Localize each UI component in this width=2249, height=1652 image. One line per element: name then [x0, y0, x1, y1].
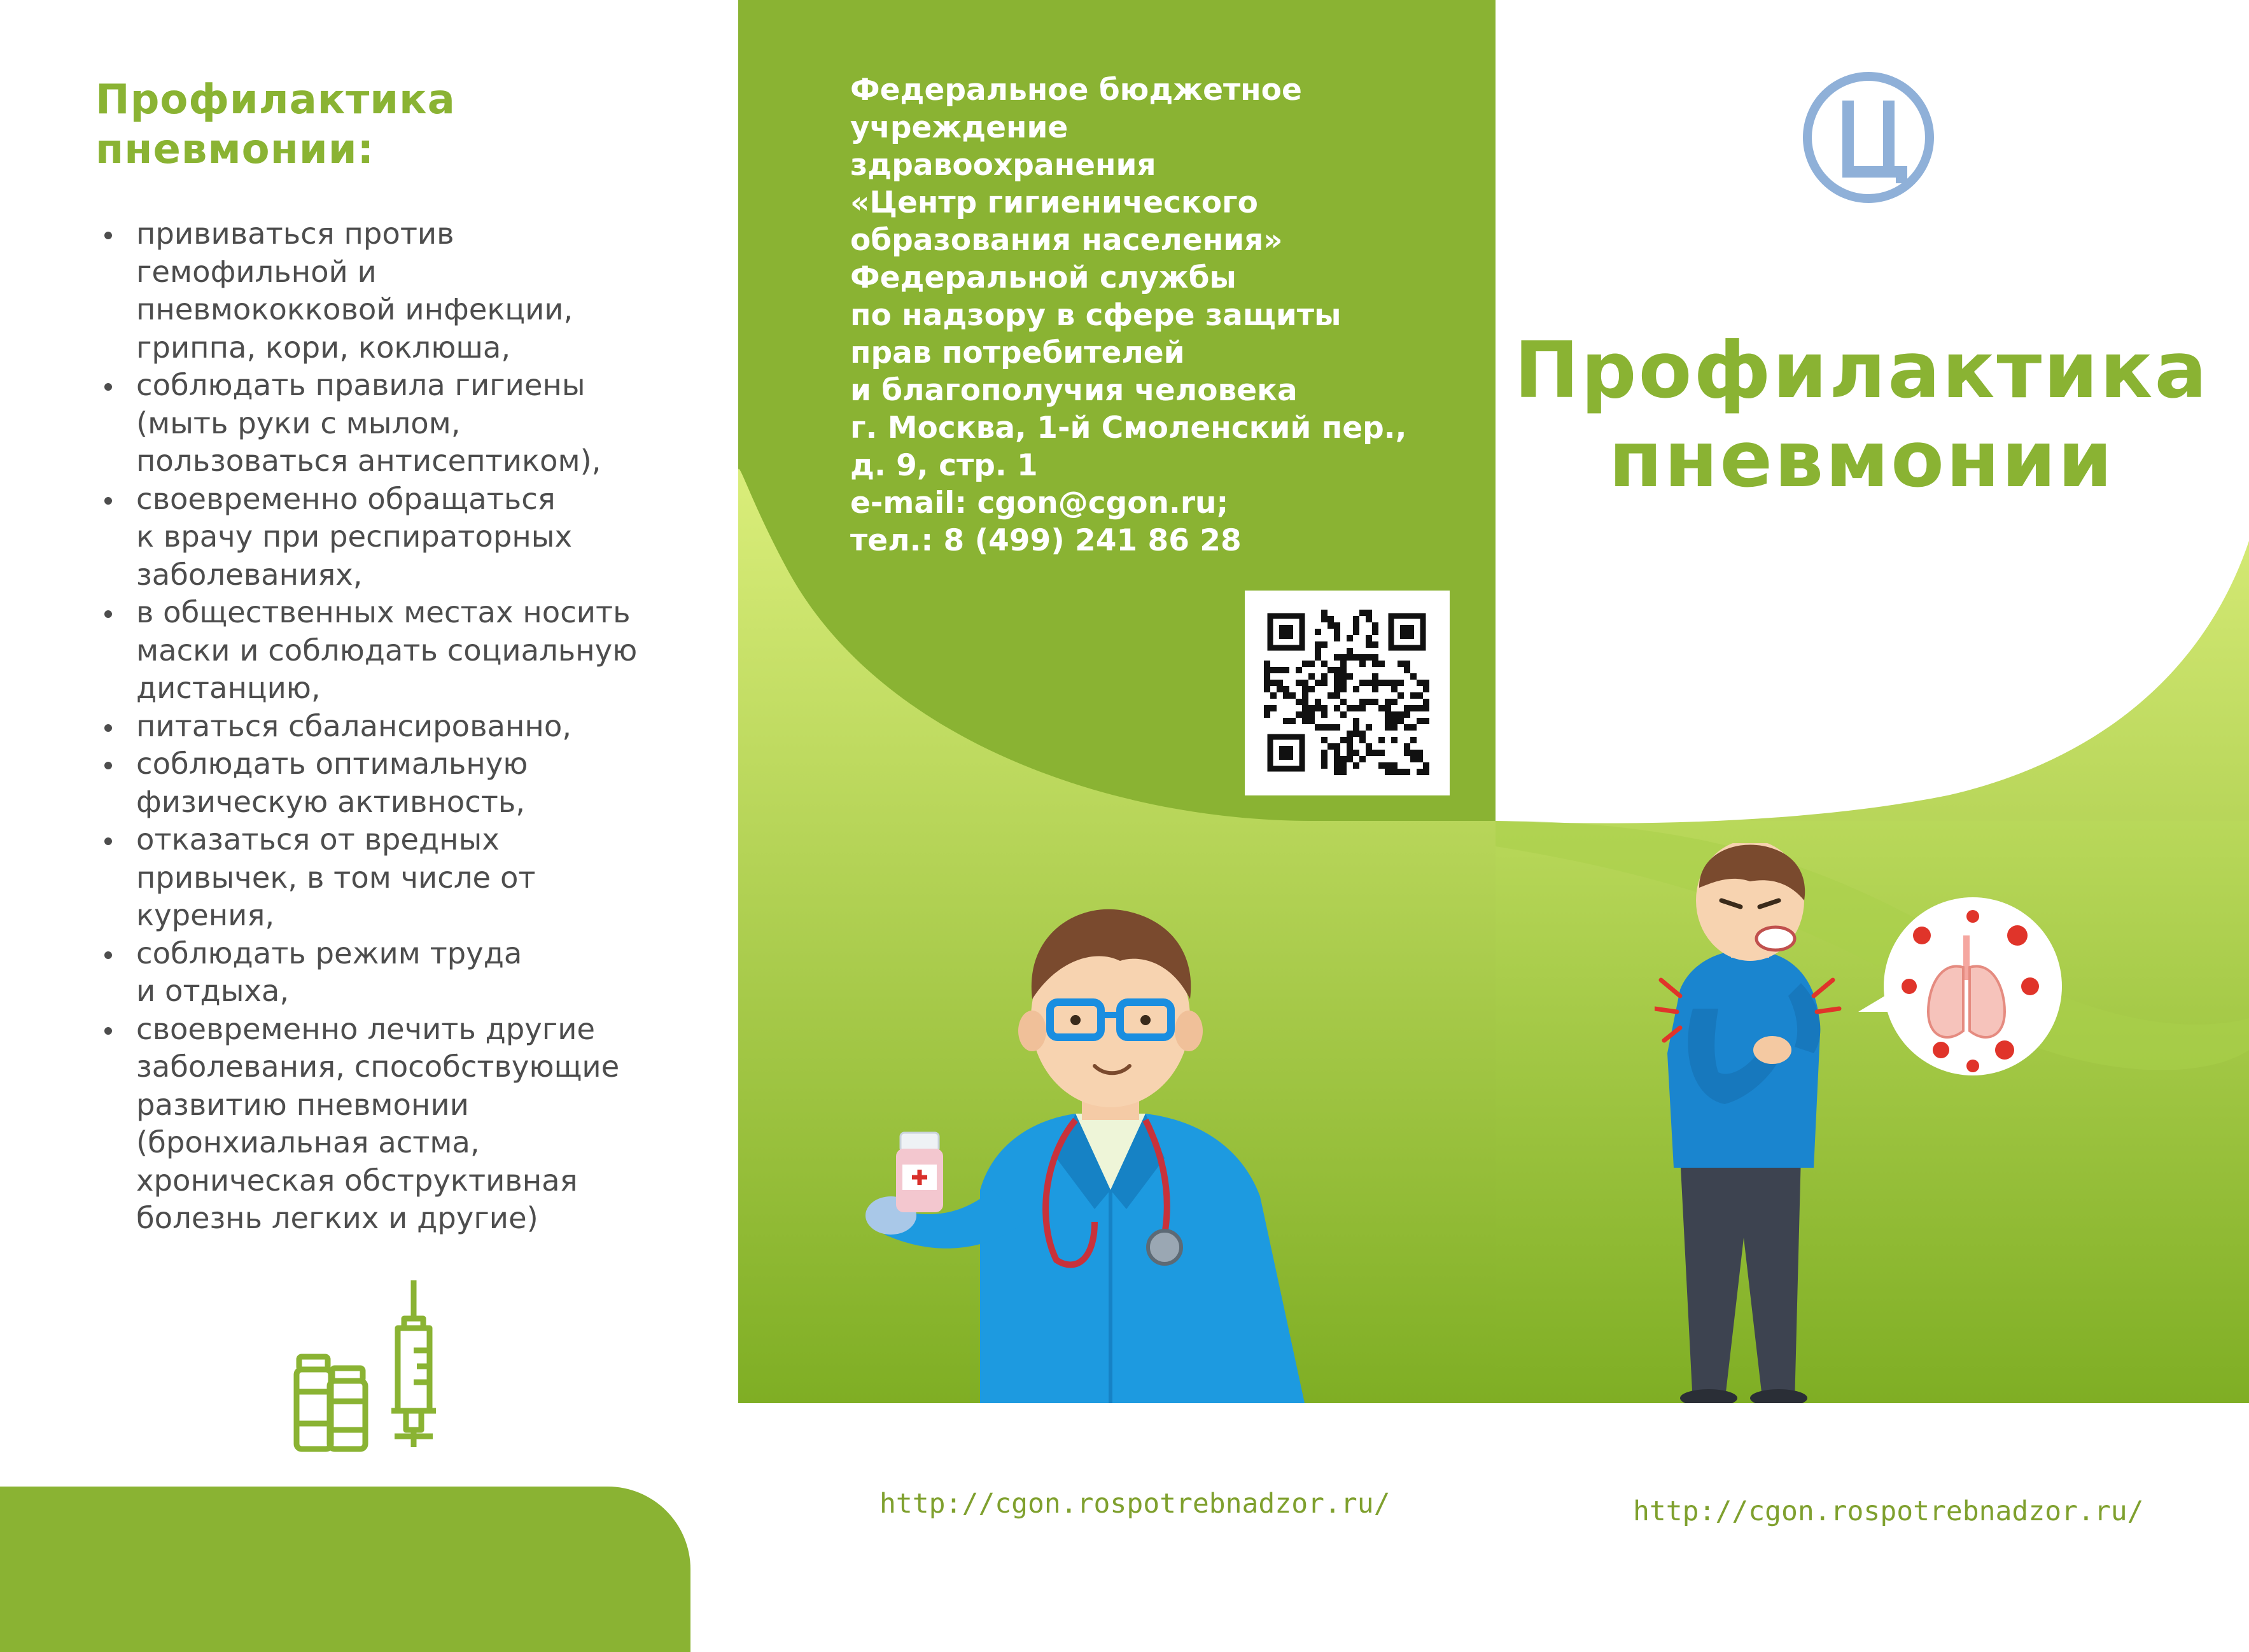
prevention-tip: [95, 935, 700, 1011]
decorative-green-shape: [0, 1487, 690, 1652]
website-url[interactable]: http://cgon.rospotrebnadzor.ru/: [1633, 1495, 2144, 1527]
info-line: Федеральной службы: [850, 260, 1237, 295]
tip-line: заболеваниях,: [136, 557, 363, 592]
tip-line: хроническая обструктивная: [136, 1163, 578, 1198]
tip-line: питаться сбалансированно,: [136, 708, 572, 743]
title-line: Профилактика: [1514, 325, 2209, 416]
info-line: прав потребителей: [850, 335, 1185, 370]
info-line: «Центр гигиенического: [850, 185, 1258, 220]
info-line: д. 9, стр. 1: [850, 448, 1038, 483]
prevention-tip: [95, 821, 700, 935]
tip-line: дистанцию,: [136, 671, 321, 705]
leaflet-cover-title: [1496, 326, 2227, 504]
tip-line: пневмококковой инфекции,: [136, 292, 573, 326]
tip-line: и отдыха,: [136, 974, 290, 1008]
leaflet-inner-title: [95, 75, 668, 174]
tip-line: гриппа, кори, коклюша,: [136, 330, 511, 365]
tip-line: соблюдать оптимальную: [136, 746, 528, 781]
title-line: Профилактика: [95, 76, 456, 123]
info-line: e-mail: cgon@cgon.ru;: [850, 486, 1229, 521]
info-line: учреждение: [850, 110, 1068, 145]
info-line: тел.: 8 (499) 241 86 28: [850, 523, 1242, 558]
infected-lungs-speech-bubble: [1846, 891, 2075, 1082]
tip-line: в общественных местах носить: [136, 595, 631, 629]
medicine-vials-syringe-icon: [293, 1280, 445, 1452]
title-line: пневмонии: [1608, 414, 2115, 505]
info-line: и благополучия человека: [850, 373, 1298, 408]
tip-line: прививаться против: [136, 216, 454, 251]
tip-line: заболевания, способствующие: [136, 1049, 620, 1084]
tip-line: привычек, в том числе от: [136, 860, 536, 895]
tip-line: маски и соблюдать социальную: [136, 633, 638, 668]
tip-line: (мыть руки с мылом,: [136, 405, 461, 440]
tip-line: развитию пневмонии: [136, 1087, 469, 1122]
website-url[interactable]: http://cgon.rospotrebnadzor.ru/: [879, 1488, 1391, 1520]
prevention-tip: [95, 480, 700, 594]
info-line: по надзору в сфере защиты: [850, 298, 1342, 333]
prevention-tip: [95, 745, 700, 821]
tip-line: своевременно лечить другие: [136, 1011, 596, 1046]
prevention-tips-list: [95, 215, 700, 1238]
info-line: здравоохранения: [850, 148, 1156, 183]
doctor-illustration: [865, 891, 1349, 1403]
prevention-tip: [95, 1011, 700, 1238]
title-line: пневмонии:: [95, 126, 375, 173]
tip-line: своевременно обращаться: [136, 481, 556, 516]
tip-line: отказаться от вредных: [136, 822, 500, 857]
info-line: Федеральное бюджетное: [850, 73, 1302, 108]
organization-contact-info: [850, 71, 1448, 559]
tip-line: гемофильной и: [136, 254, 377, 289]
tip-line: курения,: [136, 898, 275, 932]
tip-line: к врачу при респираторных: [136, 519, 572, 554]
info-line: образования населения»: [850, 223, 1283, 258]
tip-line: пользоваться антисептиком),: [136, 444, 601, 478]
tip-line: (бронхиальная астма,: [136, 1125, 480, 1159]
tip-line: болезнь легких и другие): [136, 1201, 538, 1235]
tip-line: соблюдать правила гигиены: [136, 368, 585, 402]
info-line: г. Москва, 1-й Смоленский пер.,: [850, 410, 1407, 445]
prevention-tip: [95, 215, 700, 367]
tip-line: соблюдать режим труда: [136, 935, 522, 970]
tip-line: физическую активность,: [136, 784, 526, 819]
cgon-logo-icon: [1801, 70, 1936, 205]
prevention-tip: [95, 367, 700, 480]
prevention-tip: [95, 708, 700, 746]
prevention-tip: [95, 594, 700, 708]
qr-code-icon[interactable]: [1245, 591, 1450, 795]
